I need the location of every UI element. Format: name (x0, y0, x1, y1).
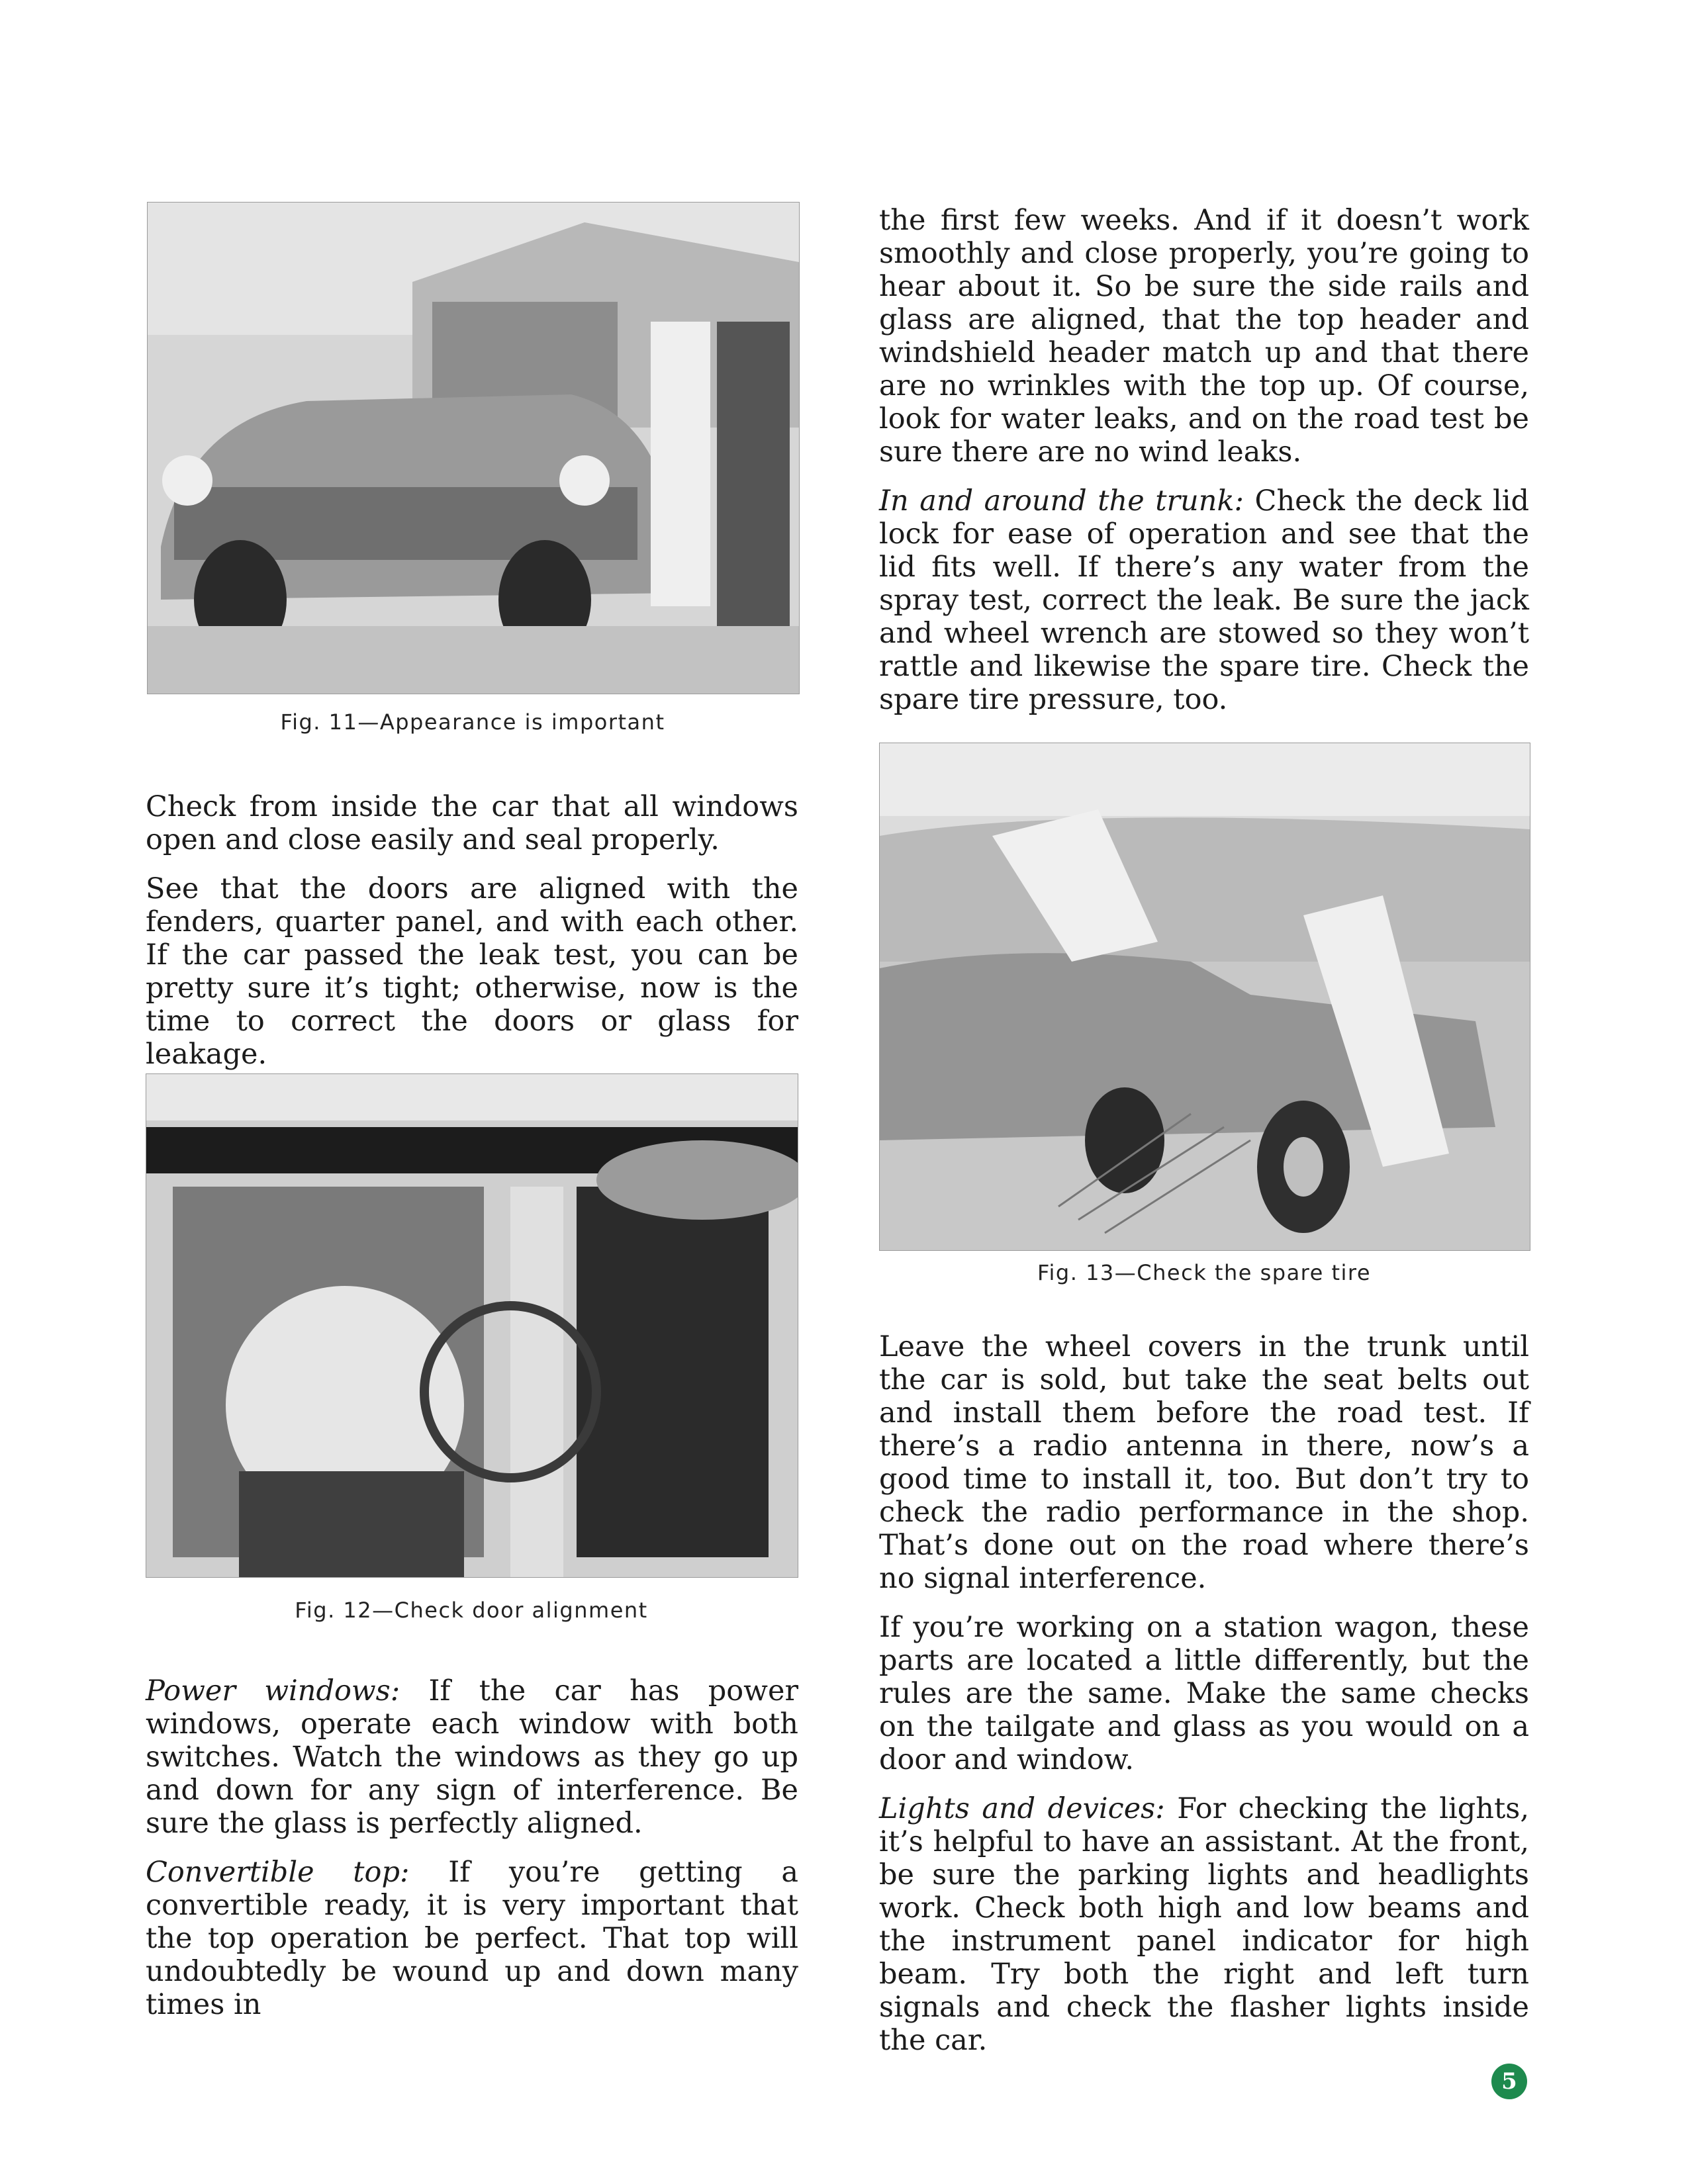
lead-power-windows: Power windows: (146, 1674, 400, 1707)
left-column-upper (146, 790, 798, 1087)
lead-lights: Lights and devices: (879, 1792, 1165, 1825)
paragraph-windows-seal: Check from inside the car that all windows open and close easily and seal properly. (146, 790, 798, 856)
left-column-lower (146, 1674, 798, 2037)
page-number-badge: 5 (1491, 2064, 1527, 2099)
figure-11-caption: Fig. 11—Appearance is important (280, 709, 665, 735)
paragraph-convertible-continued: the first few weeks. And if it doesn’t work smoothly and close properly, you’re going to hear about it. So be sure the side rails and glass are aligned, that the top header and windshield header match up and that there are no wrinkles with the top up. Of course, look for water leaks, and on the road test be sure there are no wind leaks. (879, 204, 1529, 469)
lead-trunk: In and around the trunk: (879, 484, 1244, 518)
figure-11-illustration (147, 202, 800, 694)
figure-13-illustration (879, 743, 1530, 1251)
right-column-upper (879, 204, 1529, 732)
lead-convertible-top: Convertible top: (146, 1856, 410, 1889)
figure-13-caption: Fig. 13—Check the spare tire (1037, 1260, 1372, 1285)
paragraph-lights: Lights and devices: For checking the lights, it’s helpful to have an assistant. At the front, be sure the parking lights and headlights work. Check both high and low beams and the instrument panel indicator for high beam. Try both the right and left turn signals and check the flasher lights inside the car. (879, 1792, 1529, 2057)
right-column-lower (879, 1330, 1529, 2073)
paragraph-trunk: In and around the trunk: Check the deck lid lock for ease of operation and see that the lid fits well. If there’s any water from the spray test, correct the leak. Be sure the jack and wheel wrench are stowed so they won’t rattle and likewise the spare tire. Check the spare tire pressure, too. (879, 484, 1529, 716)
figure-12-caption: Fig. 12—Check door alignment (295, 1598, 648, 1623)
paragraph-convertible-top: Convertible top: If you’re getting a convertible ready, it is very important that the top operation be perfect. That top will undoubtedly be wound up and down many times in (146, 1856, 799, 2021)
paragraph-door-alignment: See that the doors are aligned with the fenders, quarter panel, and with each other. If the car passed the leak test, you can be pretty sure it’s tight; otherwise, now is the time to correct the doors or glass for leakage. (146, 872, 798, 1071)
figure-12-photo (146, 1073, 798, 1578)
paragraph-station-wagon: If you’re working on a station wagon, these parts are located a little differently, but the rules are the same. Make the same checks on the tailgate and glass as you would on a door and window. (879, 1611, 1529, 1776)
paragraph-power-windows: Power windows: If the car has power windows, operate each window with both switches. Watch the windows as they go up and down for any sign of interference. Be sure the glass is perfectly aligned. (146, 1674, 798, 1840)
paragraph-wheel-covers: Leave the wheel covers in the trunk until the car is sold, but take the seat belts out and install them before the road test. If there’s a radio antenna in there, now’s a good time to install it, too. But don’t try to check the radio performance in the shop. That’s done out on the road where there’s no signal interference. (879, 1330, 1529, 1595)
